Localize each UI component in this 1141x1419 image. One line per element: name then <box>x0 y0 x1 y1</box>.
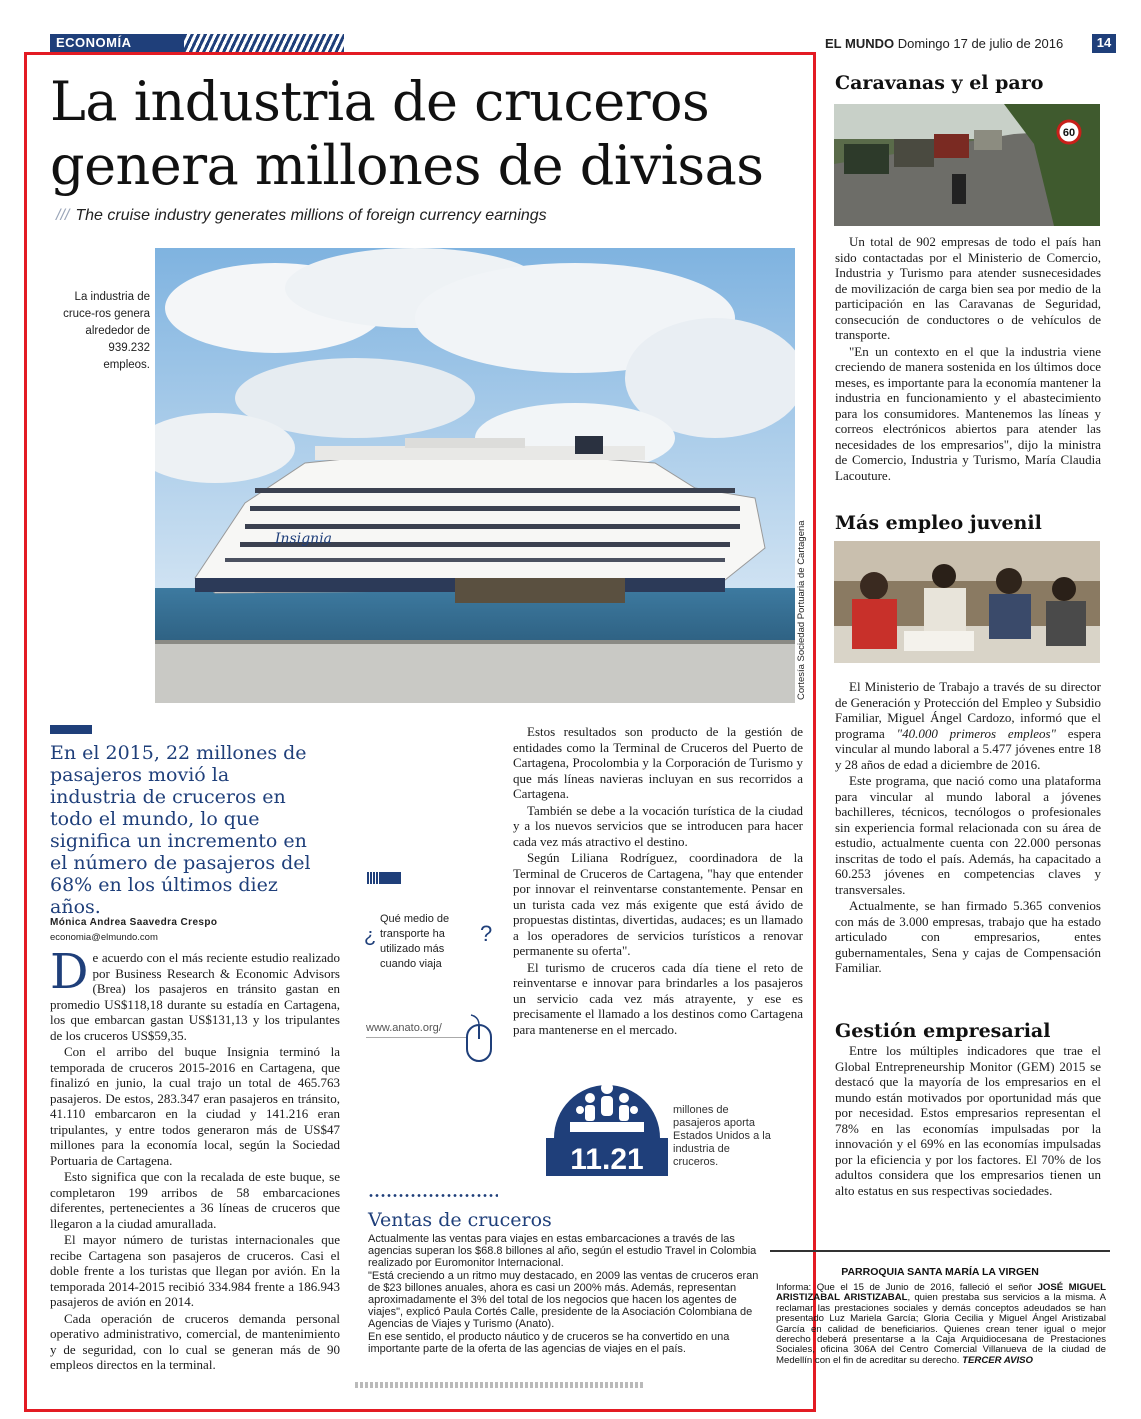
article-column-2 <box>513 724 803 1038</box>
paper-name: EL MUNDO <box>825 36 895 51</box>
masthead <box>825 36 1063 51</box>
stat-value: 11.21 <box>570 1143 644 1176</box>
paragraph: "Está creciendo a un ritmo muy destacado, en 2009 las ventas de cruceros eran de $23 billones anuales, ahora es casi un 200% más. Además, representan aproximadamente el 3% del total de los negocios que hacen los agentes de viajes", explicó Paula Cortés Calle, presidente de la Asociación Colombiana de Agencias de Viajes y Turismo (Anato). <box>368 1269 759 1331</box>
paragraph <box>50 944 340 1043</box>
poll-divider <box>366 1037 466 1038</box>
sidebar-body-gestion <box>835 1043 1101 1199</box>
paragraph: El mayor número de turistas internacionales que recibe Cartagena son pasajeros de cruceros. Casi el doble frente a los turistas que llegan por avión. En la temporada 2014-2015 recibió 334.984 frente a 186.943 pasajeros de avión en 2014. <box>50 1232 340 1309</box>
ventas-body <box>368 1233 760 1355</box>
section-label: ECONOMÍA <box>56 35 132 50</box>
paragraph: Un total de 902 empresas de todo el país han sido contactadas por el Ministerio de Comercio, Industria y Turismo para atender susnecesidades de movilización de carga bien sea por medio de la participación en las Caravanas de Seguridad, consecución de conductores o de vehículos de transporte. <box>835 234 1101 342</box>
section-tag <box>50 34 184 52</box>
article-column-1 <box>50 944 340 1374</box>
poll-question: Qué medio de transporte ha utilizado más cuando viaja <box>380 913 450 970</box>
paragraph-text: espera vincular al mundo laboral a 5.477 jóvenes entre 18 y 28 años de edad a diciembre de 2016. <box>835 725 1101 772</box>
speed-sign-label: 60 <box>1062 127 1076 139</box>
cruise-ship-image <box>155 248 795 703</box>
paragraph: Esto significa que con la recalada de este buque, se completaron 199 arribos de 58 embarcaciones diferentes, pertenecientes a 36 líneas de cruceros que llegaron a la ciudad amurallada. <box>50 1169 340 1231</box>
paragraph: El turismo de cruceros cada día tiene el reto de reinventarse e innovar para brindarles a los pasajeros un servicio cada vez más atrayente, y ese es precisamente el llamado a los destinos como Cartagena para mantenerse en el mercado. <box>513 959 803 1037</box>
photo-credit <box>796 500 810 700</box>
sidebar-body-caravanas <box>835 234 1101 484</box>
section-stripes <box>184 34 344 52</box>
byline-author: Mónica Andrea Saavedra Crespo <box>50 917 218 928</box>
obituary-text: , quien prestaba sus servicios a la misma. A reclamar las prestaciones sociales y demás conceptos adeudados se han presentado Luz Mariela García; Gloria Cecilia y Miguel Ángel Aristizabal García en calidad de beneficiarios. Quienes crean tener igual o mejor derecho deberá presentarse a la Caja Arquidiocesana de Prestaciones Sociales, oficina 306A del Centro Comercial Villanueva de la ciudad de Medellín con el fin de acreditar su derecho. <box>776 1292 1106 1366</box>
paragraph: En ese sentido, el producto náutico y de cruceros se ha convertido en una importante parte de la oferta de las agencias de viajes en el país. <box>368 1330 730 1355</box>
trucks-photo <box>834 104 1100 226</box>
paragraph: Con el arribo del buque Insignia terminó la temporada de cruceros 2015-2016 en Cartagena, que finalizó en junio, la cual trajo un total de 465.763 pasajeros. De estos, 283.347 eran pasajeros en tránsito, 41.110 embarcaron en la ciudad y 141.216 eran tripulantes, y entre todos generaron más de US$47 millones para la economía local, según la Sociedad Portuaria de Cartagena. <box>50 1044 340 1168</box>
sidebar-title-caravanas: Caravanas y el paro <box>835 72 1044 94</box>
ventas-title: Ventas de cruceros <box>368 1209 552 1231</box>
paragraph: Según Liliana Rodríguez, coordinadora de la Terminal de Cruceros de Cartagena, "hay que entender por innovar el reinventarse constantemente. Pensar en un turista cada vez más exigente que está ávido de propuestas distintas, divertidas, audaces; es un llamado a los operadores de servicios turísticos a renovar permanente su oferta". <box>513 850 803 958</box>
byline-email[interactable]: economia@elmundo.com <box>50 932 158 943</box>
poll-url[interactable]: www.anato.org/ <box>366 1022 442 1034</box>
paragraph: Este programa, que nació como una plataforma para vincular al mundo laboral a jóvenes bachilleres, técnicos, tecnólogos o profesionales sin experiencia formal relacionada con su área de estudio, actualmente cuenta con 22.000 personas inscritas de todo el país. Además, ha capacitado a 60.253 jóvenes en competencias claves y transversales. <box>835 773 1101 897</box>
headline-line-2: genera millones de divisas <box>50 134 764 197</box>
youth-employment-photo <box>834 541 1100 663</box>
cruise-ship-photo <box>155 248 795 703</box>
stat-description: millones de pasajeros aporta Estados Unidos a la industria de cruceros. <box>673 1104 771 1168</box>
program-name: "40.000 primeros empleos" <box>896 725 1056 741</box>
poll-block-icon <box>381 872 401 884</box>
paragraph-text: El Ministerio de Trabajo a través de su director de Generación y Protección del Empleo y Subsidio Familiar, Miguel Ángel Cardozo, informó que el programa <box>835 679 1101 741</box>
paragraph: Actualmente, se han firmado 5.365 convenios con más de 3.000 empresas, trabajo que ha estado articulado con empresarios, entes gubernamentales, Sena y cajas de Compensación Familiar. <box>835 898 1101 975</box>
poll-question-mark-open: ¿ <box>364 925 377 947</box>
ventas-bottom-rule <box>355 1382 645 1388</box>
sidebar-title-empleo: Más empleo juvenil <box>835 512 1042 534</box>
page-title <box>50 70 810 198</box>
paragraph: También se debe a la vocación turística de la ciudad y a los nuevos servicios que se introducen para hacer cada vez más atractivo el destino. <box>513 802 803 849</box>
photo-credit-text: Cortesía Sociedad Portuaria de Cartagena <box>796 520 807 700</box>
paragraph: Actualmente las ventas para viajes en estas embarcaciones a través de las agencias superan los $68.8 billones al año, según el estudio Travel in Colombia realizado por Euromonitor Internacional. <box>368 1233 757 1270</box>
sidebar-title-gestion: Gestión empresarial <box>835 1020 1051 1042</box>
poll-barcode-icon <box>367 872 381 884</box>
paragraph: "En un contexto en el que la industria viene creciendo de manera sostenida en los últimos doce meses, es importante para la economía mantener la industria en funcionamiento y el abastecimiento para los consumidores. Mantenemos las líneas y correos electrónicos abiertos para atender las necesidades de los empresarios", dijo la ministra de Comercio, Industria y Turismo, María Claudia Lacouture. <box>835 343 1101 483</box>
paragraph: Cada operación de cruceros demanda personal operativo administrativo, comercial, de mantenimiento y de seguridad, con lo cual se generan más de 90 empleos directos en la terminal. <box>50 1310 340 1372</box>
paragraph <box>835 679 1101 772</box>
obituary-text: Informa: Que el 15 de Junio de 2016, falleció el señor <box>776 1282 1038 1293</box>
subheadline <box>56 207 796 225</box>
ship-name-label: Insignia <box>275 531 333 547</box>
issue-date: Domingo 17 de julio de 2016 <box>897 36 1064 51</box>
lead-paragraph: En el 2015, 22 millones de pasajeros movió la industria de cruceros en todo el mundo, lo que significa un incremento en el número de pasajeros del 68% en los últimos diez años. <box>50 742 311 918</box>
paragraph: Entre los múltiples indicadores que trae el Global Entrepreneurship Monitor (GEM) 2015 se destacó que la mayoría de los empresarios en el mundo están motivados por oportunidad más que por necesidad. Estos empresarios representan el 78% en las economías impulsadas por la innovación y el 69% en las economías impulsadas por la eficiencia y por los factores. El 70% de los adultos considera que los empresarios tienen un alto estatus en sus respectivas sociedades. <box>835 1043 1101 1198</box>
obituary-notice-label: TERCER AVISO <box>962 1354 1034 1366</box>
ventas-dots-divider <box>368 1193 498 1198</box>
page-number: 14 <box>1092 34 1116 53</box>
paragraph-text: e acuerdo con el más reciente estudio realizado por Business Research & Economic Advisors (Brea) los pasajeros en tránsito gastan en promedio US$118,18 durante su estadía en Cartagena, los que embarcan gastan US$131,13 y los tripulantes de los cruceros US$59,35. <box>50 950 340 1043</box>
photo-caption: La industria de cruce-ros genera alrededor de 939.232 empleos. <box>63 291 150 371</box>
sidebar-body-empleo <box>835 679 1101 977</box>
paragraph: Estos resultados son producto de la gestión de entidades como la Terminal de Cruceros del Puerto de Cartagena, Procolombia y la Corporación de Turismo y que más líneas navieras incluyan en sus recorridos a Cartagena. <box>513 724 803 801</box>
headline-line-1: La industria de cruceros <box>50 70 710 133</box>
obituary-body <box>776 1283 1106 1366</box>
obituary-title: PARROQUIA SANTA MARÍA LA VIRGEN <box>841 1266 1039 1278</box>
subheadline-text: The cruise industry generates millions of foreign currency earnings <box>75 207 547 224</box>
poll-question-mark-close: ? <box>480 921 493 946</box>
mouse-icon <box>465 1013 493 1063</box>
lead-accent-bar <box>50 725 92 734</box>
passengers-stat-badge <box>546 1070 668 1178</box>
subheadline-slashes: /// <box>56 207 70 224</box>
drop-cap: D <box>50 944 89 1000</box>
obituary-deceased-name: JOSÉ MIGUEL ARISTIZABAL ARISTIZABAL <box>776 1282 1106 1304</box>
